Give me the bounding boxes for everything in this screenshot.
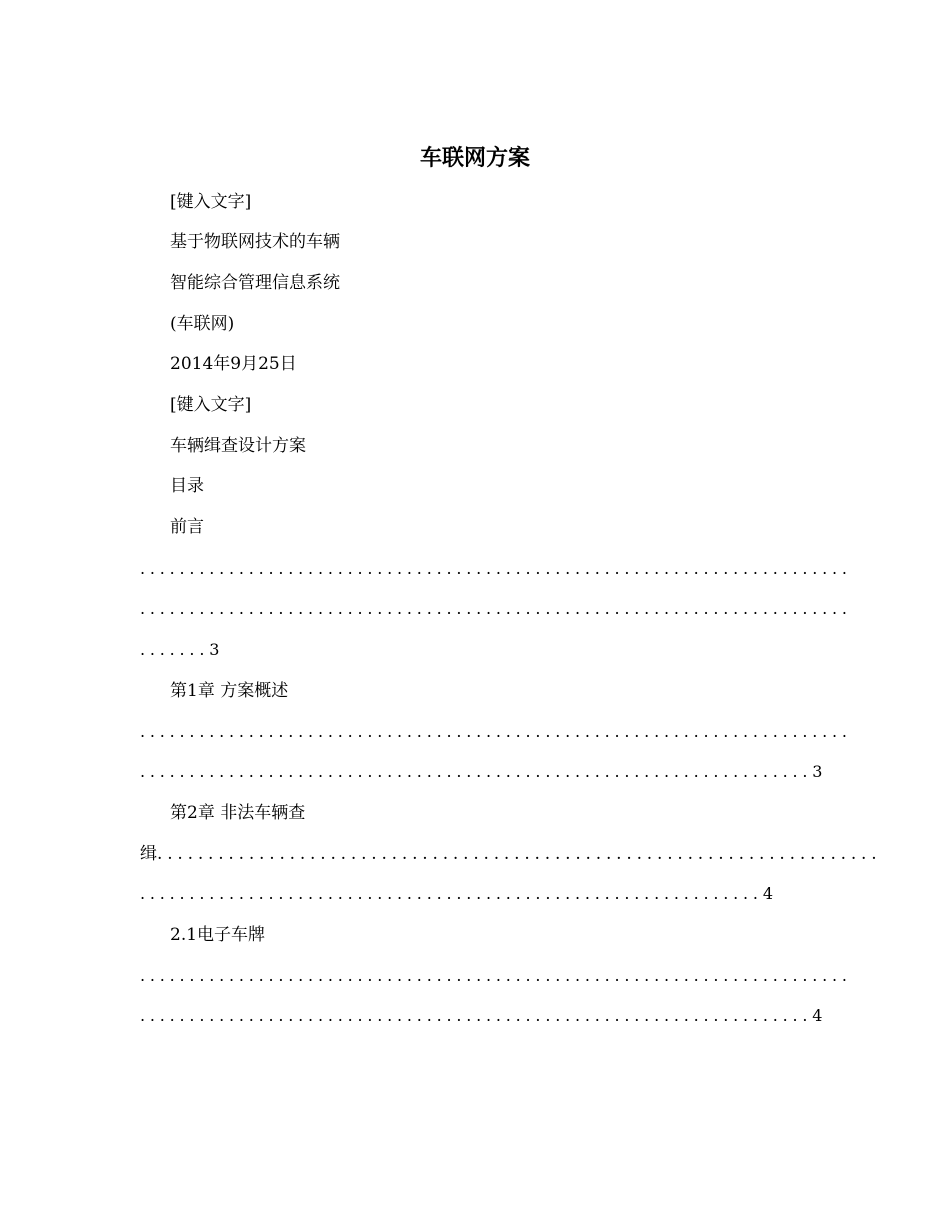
toc-entry-label: 第1章 方案概述 xyxy=(170,681,289,701)
toc-wrap-text: 缉 xyxy=(140,844,157,864)
document-title: 车联网方案 xyxy=(419,145,530,171)
toc-leader-line: ........................................................................ xyxy=(140,722,852,741)
text-line: [键入文字] xyxy=(170,395,252,415)
toc-leader-line: ........................................................................ xyxy=(140,599,852,618)
toc-entry-label: 2.1电子车牌 xyxy=(170,925,266,945)
toc-leader-line: ........................................................................ xyxy=(140,966,852,985)
toc-entry-label: 第2章 非法车辆查 xyxy=(170,803,306,823)
toc-leader-line: ...............................................................4 xyxy=(140,884,778,903)
toc-entry-label: 前言 xyxy=(170,517,204,537)
text-line: 车辆缉查设计方案 xyxy=(170,436,306,456)
toc-leader-line: .......3 xyxy=(140,640,225,659)
toc-leader-line: ....................................................................4 xyxy=(140,1006,828,1025)
text-line: (车联网) xyxy=(170,314,235,334)
toc-heading: 目录 xyxy=(170,476,204,496)
text-line: 智能综合管理信息系统 xyxy=(170,273,340,293)
text-line: 2014年9月25日 xyxy=(170,354,297,374)
toc-leader-line: 缉....................................................................... xyxy=(140,844,882,864)
text-line: 基于物联网技术的车辆 xyxy=(170,232,340,252)
toc-leader-line: ........................................................................ xyxy=(140,559,852,578)
text-line: [键入文字] xyxy=(170,192,252,212)
toc-leader-line: ....................................................................3 xyxy=(140,762,828,781)
